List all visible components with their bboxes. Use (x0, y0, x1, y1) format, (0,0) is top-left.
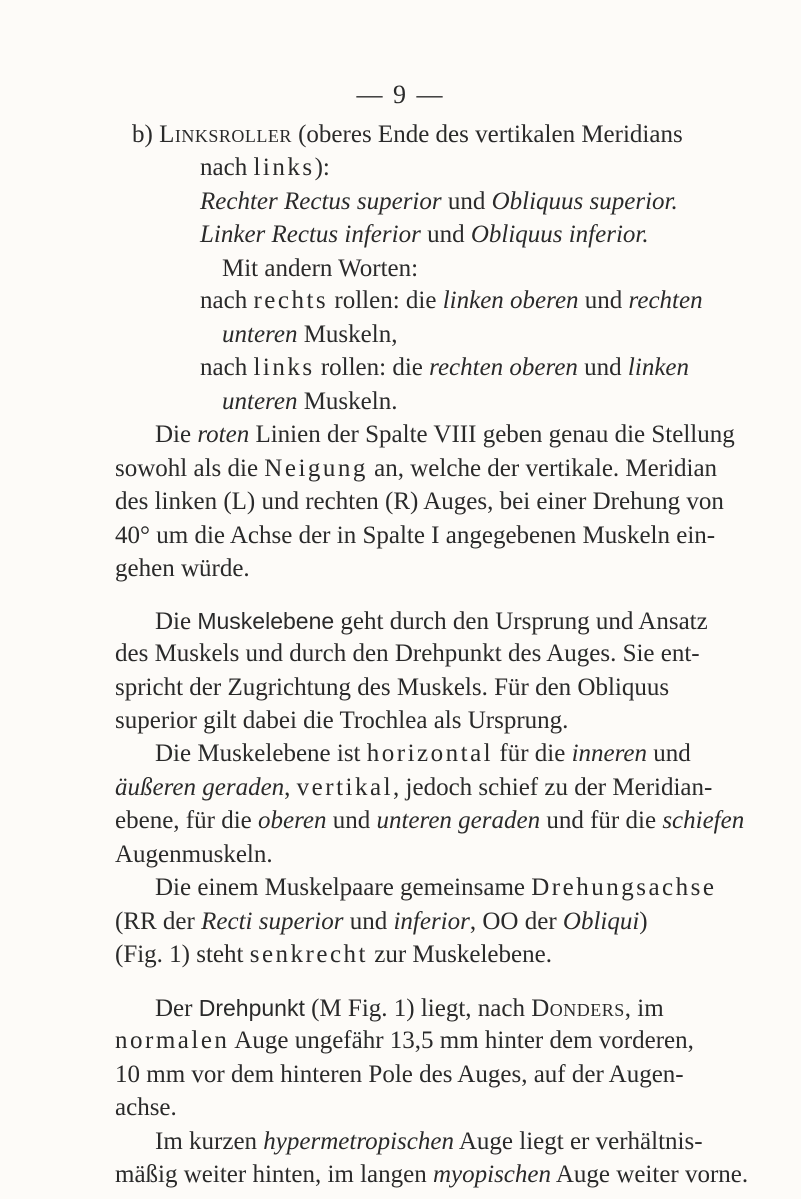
text-line: Mit andern Worten: (222, 254, 419, 282)
text-line: 10 mm vor dem hinteren Pole des Auges, auf der Augen- (115, 1060, 684, 1088)
text-line: Der Drehpunkt (M Fig. 1) liegt, nach Donders, im (155, 994, 664, 1022)
text-line: superior gilt dabei die Trochlea als Ursprung. (115, 706, 569, 734)
text-line: Die einem Muskelpaare gemeinsame Drehungsachse (155, 874, 717, 902)
text-line: Im kurzen hypermetropischen Auge liegt er verhältnis- (155, 1127, 703, 1155)
text-line: (RR der Recti superior und inferior, OO der Obliqui) (115, 907, 648, 935)
text-line: mäßig weiter hinten, im langen myopischen Auge weiter vorne. (115, 1161, 749, 1188)
text-line: unteren Muskeln. (222, 387, 398, 415)
text-line: äußeren geraden, vertikal, jedoch schief zu der Meridian- (115, 773, 713, 801)
page-number: — 9 — (356, 80, 445, 109)
text-line: normalen Auge ungefähr 13,5 mm hinter dem vorderen, (115, 1027, 694, 1055)
text-line: gehen würde. (115, 554, 250, 582)
text-line: unteren Muskeln, (222, 320, 398, 348)
text-line: des Muskels und durch den Drehpunkt des Auges. Sie ent- (115, 640, 700, 668)
text-line: sowohl als die Neigung an, welche der vertikale. Meridian (115, 454, 718, 482)
text-line: 40° um die Achse der in Spalte I angegebenen Muskeln ein- (115, 521, 716, 549)
text-line: Die Muskelebene ist horizontal für die inneren und (155, 740, 691, 768)
text-line: nach links): (200, 154, 330, 182)
text-line: b) Linksroller (oberes Ende des vertikalen Meridians (132, 121, 683, 148)
text-line: Linker Rectus inferior und Obliquus inferior. (200, 221, 649, 249)
text-line: Rechter Rectus superior und Obliquus superior. (200, 187, 678, 215)
text-line: Augenmuskeln. (115, 840, 273, 868)
text-line: achse. (115, 1094, 177, 1122)
text-line: Die Muskelebene geht durch den Ursprung und Ansatz (155, 607, 708, 635)
text-line: spricht der Zugrichtung des Muskels. Für den Obliquus (115, 673, 670, 701)
text-line: ebene, für die oberen und unteren geraden und für die schiefen (115, 807, 745, 835)
text-line: nach links rollen: die rechten oberen und linken (200, 354, 690, 382)
text-line: (Fig. 1) steht senkrecht zur Muskelebene. (115, 941, 552, 969)
text-line: nach rechts rollen: die linken oberen und rechten (200, 287, 703, 315)
text-line: des linken (L) und rechten (R) Auges, bei einer Drehung von (115, 488, 724, 516)
text-line: Die roten Linien der Spalte VIII geben genau die Stellung (155, 421, 735, 449)
